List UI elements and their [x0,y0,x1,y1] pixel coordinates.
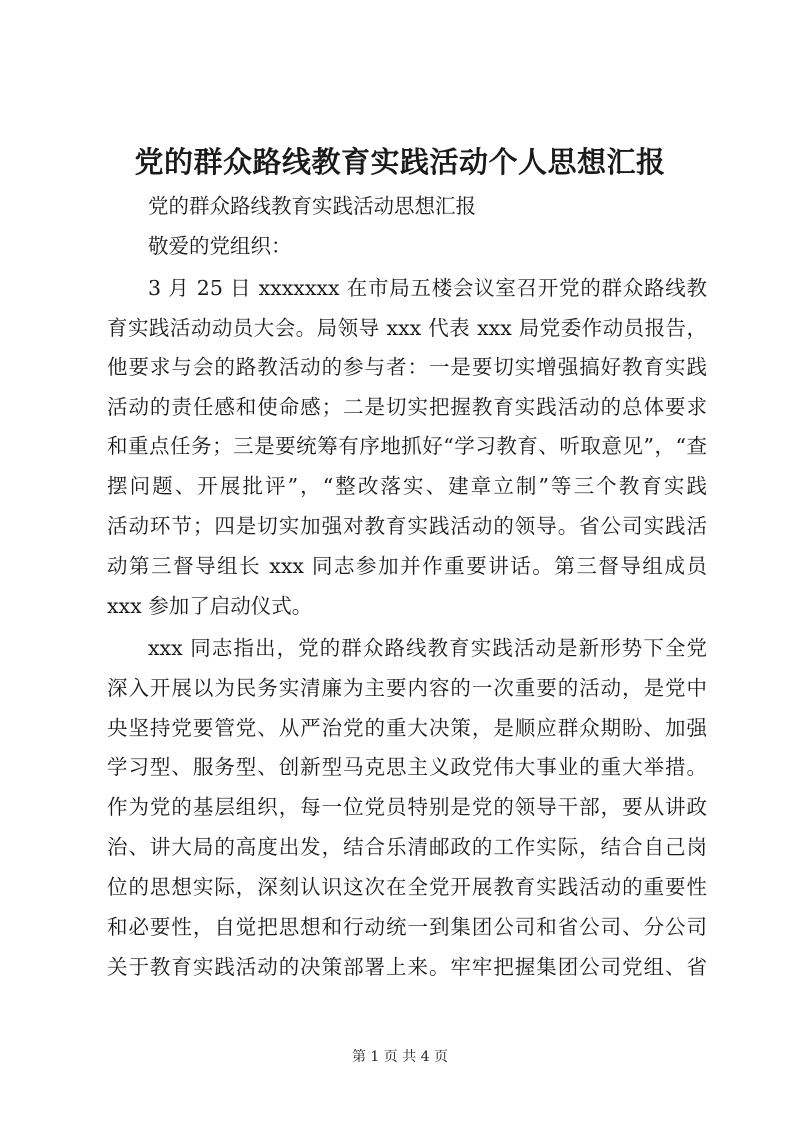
paragraph-line: 活动的责任感和使命感；二是切实把握教育实践活动的总体要求 [107,395,707,419]
paragraph-line: 央坚持党要管党、从严治党的重大决策，是顺应群众期盼、加强 [107,716,707,740]
paragraph-line: 位的思想实际，深刻认识这次在全党开展教育实践活动的重要性 [107,875,707,899]
paragraph-line: 和重点任务；三是要统筹有序地抓好“学习教育、听取意见”，“查 [107,434,707,458]
paragraph-line: 活动环节；四是切实加强对教育实践活动的领导。省公司实践活 [107,514,707,538]
subtitle: 党的群众路线教育实践活动思想汇报 [148,194,476,218]
paragraph-line: xxx 同志指出，党的群众路线教育实践活动是新形势下全党 [148,636,707,660]
paragraph-line: 摆问题、开展批评”，“整改落实、建章立制”等三个教育实践 [107,474,707,498]
paragraph-line: 关于教育实践活动的决策部署上来。牢牢把握集团公司党组、省 [107,955,707,979]
salutation: 敬爱的党组织： [148,234,292,258]
document-title: 党的群众路线教育实践活动个人思想汇报 [134,145,666,179]
paragraph-line: 3 月 25 日 xxxxxxx 在市局五楼会议室召开党的群众路线教 [148,276,707,300]
paragraph-line: 和必要性，自觉把思想和行动统一到集团公司和省公司、分公司 [107,915,707,939]
paragraph-line: 治、讲大局的高度出发，结合乐清邮政的工作实际，结合自己岗 [107,835,707,859]
paragraph-line: 育实践活动动员大会。局领导 xxx 代表 xxx 局党委作动员报告， [107,316,707,340]
paragraph-line: 学习型、服务型、创新型马克思主义政党伟大事业的重大举措。 [107,755,707,779]
page-number: 第 1 页 共 4 页 [351,1049,449,1065]
paragraph-line: 他要求与会的路教活动的参与者：一是要切实增强搞好教育实践 [107,355,707,379]
paragraph-line: 深入开展以为民务实清廉为主要内容的一次重要的活动，是党中 [107,676,707,700]
paragraph-line: xxx 参加了启动仪式。 [107,594,313,618]
paragraph-line: 作为党的基层组织，每一位党员特别是党的领导干部，要从讲政 [107,795,707,819]
paragraph-line: 动第三督导组长 xxx 同志参加并作重要讲话。第三督导组成员 [107,554,707,578]
